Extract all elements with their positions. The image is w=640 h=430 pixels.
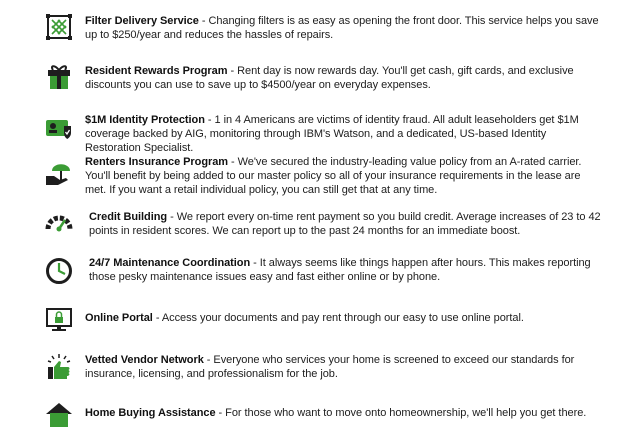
service-description: Rent day is now rewards day. You'll get cash, gift cards, and exclusive discounts you can use to save up to $4500/year on everyday expenses. [85,65,574,91]
identity-shield-icon [44,112,74,142]
title-separator: - [203,354,214,366]
filter-icon [44,12,74,42]
service-title: Vetted Vendor Network [85,354,204,366]
title-separator: - [167,211,177,223]
service-title: $1M Identity Protection [85,114,205,126]
title-separator: - [227,65,238,77]
service-title: Credit Building [89,211,168,223]
service-description: Access your documents and pay rent through our easy to use online portal. [161,312,524,324]
service-description: Changing filters is as easy as opening the front door. This service helps you save up to $250/year and reduces the hassles of repairs. [85,15,599,41]
service-title: Renters Insurance Program [85,156,229,168]
service-title: 24/7 Maintenance Coordination [89,257,251,269]
service-description: We've secured the industry-leading value policy from an A-rated carrier. You'll benefit by being added to our master policy so all of your insurance requirements in the lease are met. If you want a retail individual policy, you can still get that at any time. [85,156,582,196]
title-separator: - [204,114,215,126]
service-description: Everyone who services your home is screened to exceed our standards for insurance, licensing, and professionalism for the job. [85,354,575,380]
umbrella-hand-icon [44,158,74,188]
service-description: For those who want to move onto homeownership, we'll help you get there. [225,407,587,419]
clock-icon [44,256,74,286]
thumbs-up-icon [44,352,74,382]
service-title: Home Buying Assistance [85,407,216,419]
service-title: Online Portal [85,312,153,324]
service-description: We report every on-time rent payment so you build credit. Average increases of 23 to 42 points in resident scores. We can report up to the past 24 months for an immediate boost. [89,211,601,237]
service-description: 1 in 4 Americans are victims of identity fraud. All adult leaseholders get $1M coverage backed by AIG, monitoring through IBM's Watson, and a dedicated, US-based Identity Restoration Specialist. [85,114,579,154]
house-icon [44,400,74,430]
title-separator: - [250,257,260,269]
service-title: Filter Delivery Service [85,15,199,27]
monitor-lock-icon [44,305,74,335]
service-description: It always seems like things happen after hours. This makes reporting those pesky maintenance issues easy and fast either online or by phone. [89,257,591,283]
gift-icon [44,62,74,92]
title-separator: - [215,407,226,419]
title-separator: - [228,156,238,168]
credit-gauge-icon [44,207,74,237]
title-separator: - [198,15,209,27]
title-separator: - [152,312,162,324]
service-title: Resident Rewards Program [85,65,228,77]
